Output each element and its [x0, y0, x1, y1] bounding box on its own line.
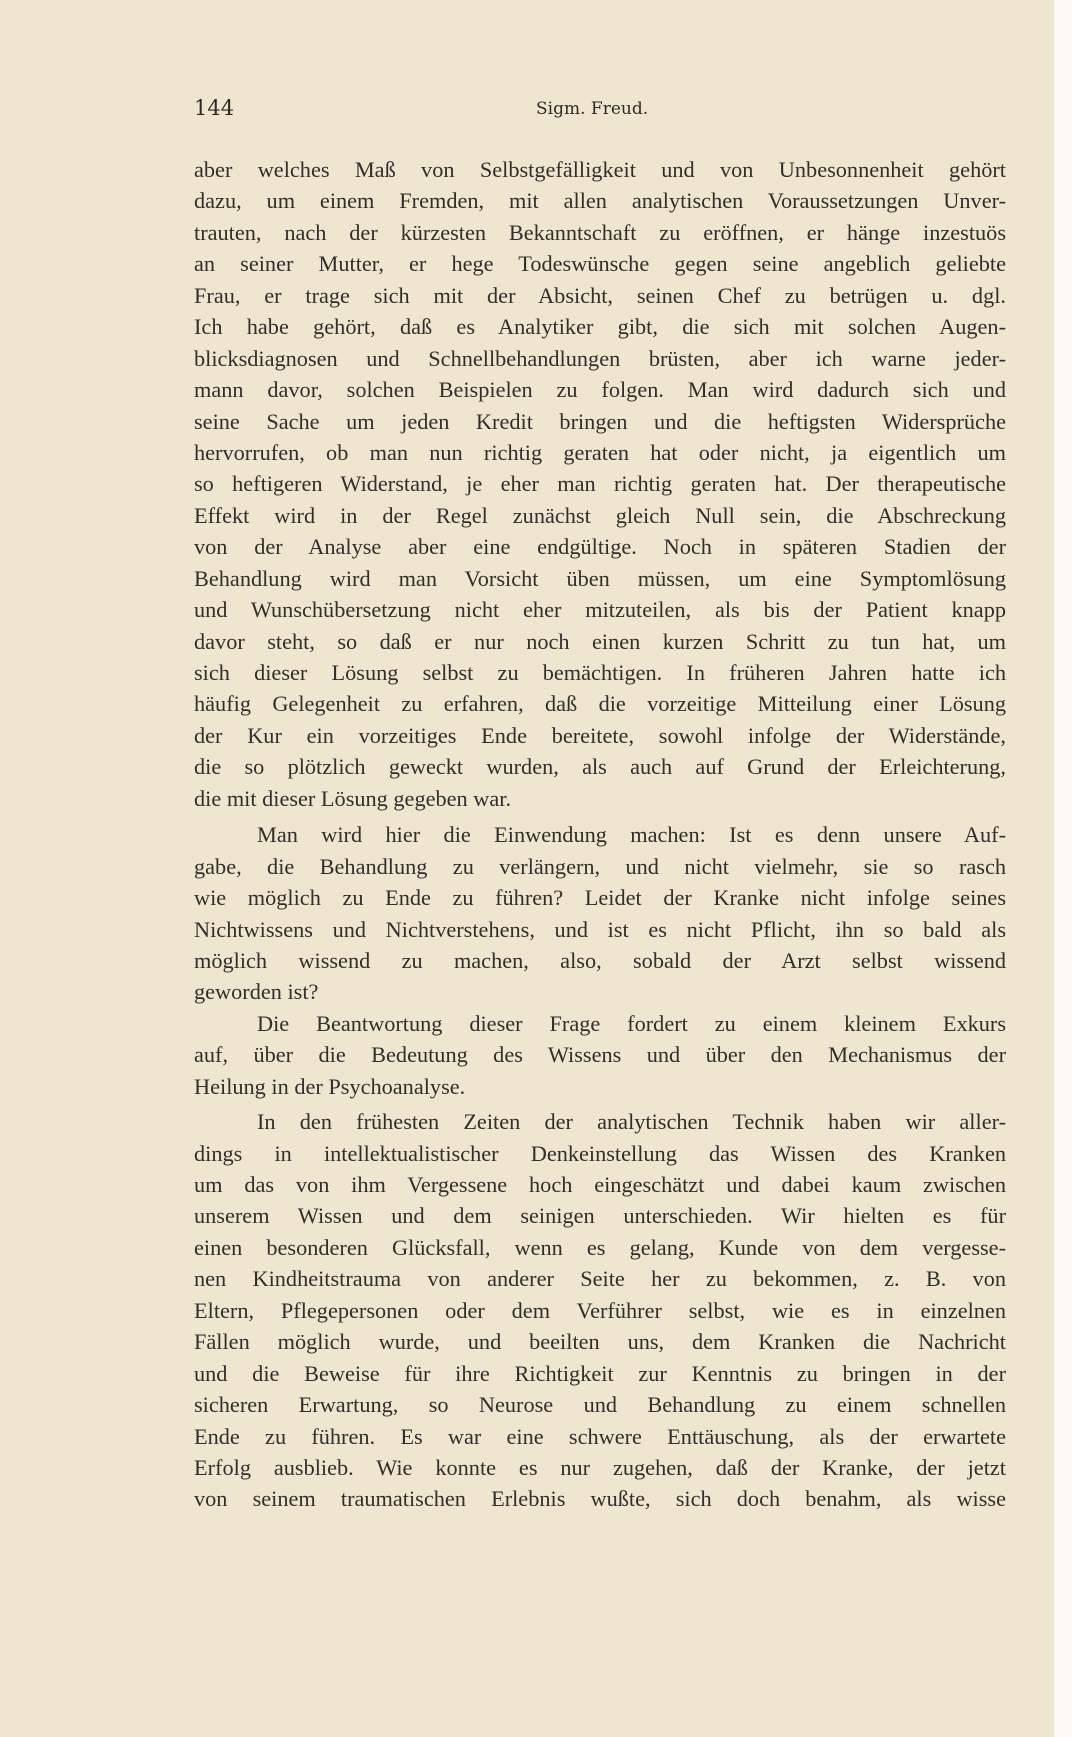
text-line: und die Beweise für ihre Richtigkeit zur Kenntnis zu bringen in der — [194, 1360, 1006, 1386]
text-line: Eltern, Pflegepersonen oder dem Verführer selbst, wie es in einzelnen — [194, 1297, 1006, 1323]
text-line: Nichtwissens und Nichtverstehens, und ist es nicht Pflicht, ihn so bald als — [194, 916, 1006, 942]
text-line: der Kur ein vorzeitiges Ende bereitete, sowohl infolge der Widerstände, — [194, 722, 1006, 748]
text-line: In den frühesten Zeiten der analytischen Technik haben wir aller- — [257, 1109, 1006, 1135]
text-line: aber welches Maß von Selbstgefälligkeit und von Unbesonnenheit gehört — [194, 157, 1006, 182]
text-line: davor steht, so daß er nur noch einen kurzen Schritt zu tun hat, um — [194, 628, 1006, 654]
text-line: nen Kindheitstrauma von anderer Seite her zu bekommen, z. B. von — [194, 1266, 1006, 1292]
text-line: Frau, er trage sich mit der Absicht, seinen Chef zu betrügen u. dgl. — [194, 282, 1006, 308]
text-line: Ende zu führen. Es war eine schwere Enttäuschung, als der erwartete — [194, 1423, 1006, 1449]
text-line: von seinem traumatischen Erlebnis wußte, sich doch benahm, als wisse — [194, 1486, 1006, 1512]
paragraph-4 — [194, 1106, 1006, 1515]
text-line: sich dieser Lösung selbst zu bemächtigen. In früheren Jahren hatte ich — [194, 660, 1006, 685]
text-line: die mit dieser Lösung gegeben war. — [194, 785, 512, 811]
text-line: Erfolg ausblieb. Wie konnte es nur zugehen, daß der Kranke, der jetzt — [194, 1454, 1006, 1480]
text-line: Behandlung wird man Vorsicht üben müssen, um eine Symptomlösung — [194, 565, 1006, 591]
text-line: Heilung in der Psychoanalyse. — [194, 1073, 466, 1099]
text-line: geworden ist? — [194, 979, 319, 1005]
text-line: sicheren Erwartung, so Neurose und Behandlung zu einem schnellen — [194, 1392, 1006, 1418]
text-line: wie möglich zu Ende zu führen? Leidet der Kranke nicht infolge seines — [194, 885, 1006, 911]
text-line: an seiner Mutter, er hege Todeswünsche gegen seine angeblich geliebte — [194, 251, 1006, 277]
paragraph-3 — [194, 1008, 1006, 1102]
page-edge — [1054, 0, 1072, 1737]
text-line: Effekt wird in der Regel zunächst gleich Null sein, die Abschreckung — [194, 502, 1006, 528]
text-line: mann davor, solchen Beispielen zu folgen. Man wird dadurch sich und — [194, 377, 1006, 403]
running-head: Sigm. Freud. — [536, 99, 649, 119]
text-line: Die Beantwortung dieser Frage fordert zu einem kleinem Exkurs — [257, 1010, 1006, 1036]
page-number: 144 — [194, 96, 235, 120]
text-line: und Wunschübersetzung nicht eher mitzuteilen, als bis der Patient knapp — [194, 597, 1006, 623]
text-line: Fällen möglich wurde, und beeilten uns, dem Kranken die Nachricht — [194, 1329, 1006, 1355]
text-line: trauten, nach der kürzesten Bekanntschaft zu eröffnen, er hänge inzestuös — [194, 219, 1006, 245]
text-line: dings in intellektualistischer Denkeinstellung das Wissen des Kranken — [194, 1140, 1006, 1166]
paragraph-1 — [194, 154, 1006, 814]
text-line: seine Sache um jeden Kredit bringen und die heftigsten Widersprüche — [194, 408, 1006, 434]
body-text — [194, 154, 1006, 1515]
text-line: die so plötzlich geweckt wurden, als auch auf Grund der Erleichterung, — [194, 754, 1006, 780]
text-line: um das von ihm Vergessene hoch eingeschätzt und dabei kaum zwischen — [194, 1172, 1006, 1197]
text-line: Man wird hier die Einwendung machen: Ist es denn unsere Auf- — [257, 822, 1006, 848]
text-line: gabe, die Behandlung zu verlängern, und nicht vielmehr, sie so rasch — [194, 853, 1006, 879]
text-line: unserem Wissen und dem seinigen unterschieden. Wir hielten es für — [194, 1203, 1006, 1229]
text-line: auf, über die Bedeutung des Wissens und über den Mechanismus der — [194, 1042, 1006, 1068]
text-line: so heftigeren Widerstand, je eher man richtig geraten hat. Der therapeutische — [194, 471, 1006, 497]
text-line: blicksdiagnosen und Schnellbehandlungen brüsten, aber ich warne jeder- — [194, 345, 1006, 371]
page-header — [194, 96, 1006, 126]
text-line: von der Analyse aber eine endgültige. Noch in späteren Stadien der — [194, 534, 1006, 560]
text-line: häufig Gelegenheit zu erfahren, daß die vorzeitige Mitteilung einer Lösung — [194, 691, 1006, 717]
text-line: hervorrufen, ob man nun richtig geraten hat oder nicht, ja eigentlich um — [194, 439, 1006, 465]
text-line: dazu, um einem Fremden, mit allen analytischen Voraussetzungen Unver- — [194, 188, 1006, 214]
text-line: Ich habe gehört, daß es Analytiker gibt, die sich mit solchen Augen- — [194, 314, 1006, 340]
text-line: einen besonderen Glücksfall, wenn es gelang, Kunde von dem vergesse- — [194, 1234, 1006, 1260]
text-line: möglich wissend zu machen, also, sobald der Arzt selbst wissend — [194, 947, 1006, 973]
paragraph-2 — [194, 819, 1006, 1008]
